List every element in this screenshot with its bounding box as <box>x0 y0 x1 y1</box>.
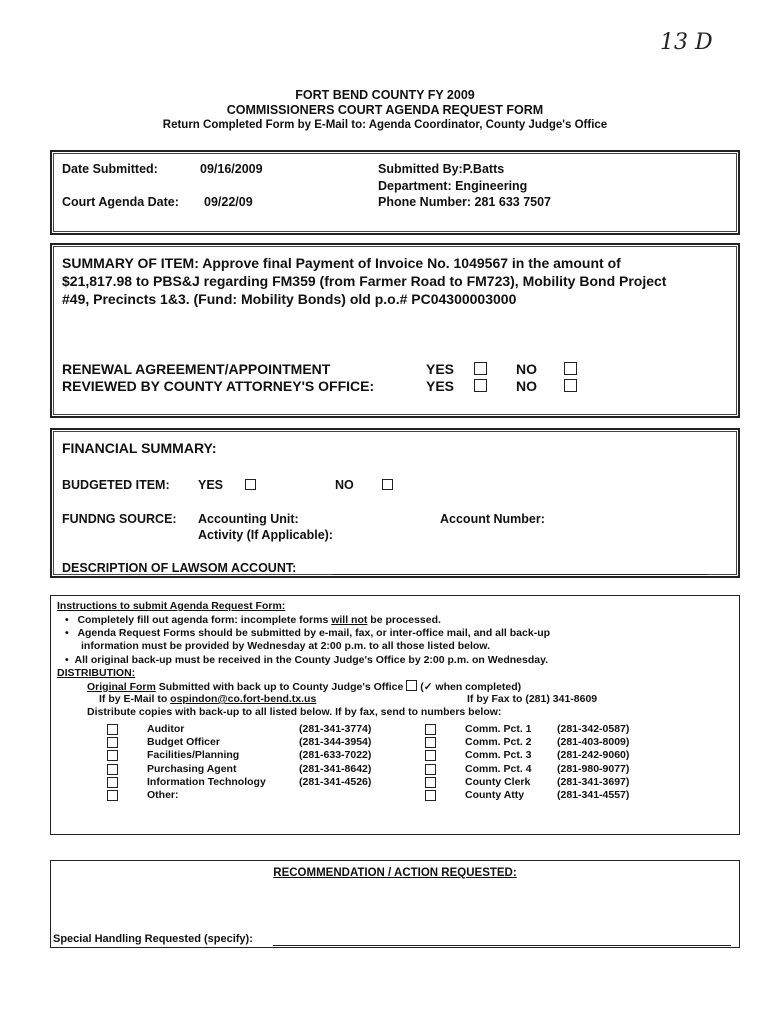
instruction-bullet-2: • Agenda Request Forms should be submitted by e-mail, fax, or inter-office mail, and all back-up <box>65 627 551 639</box>
submitted-by[interactable]: Submitted By:P.Batts <box>378 162 505 176</box>
date-submitted-label: Date Submitted: <box>62 162 158 176</box>
phone-number[interactable]: Phone Number: 281 633 7507 <box>378 195 551 209</box>
distribution-phone: (281-341-3774) <box>299 723 372 735</box>
renewal-no-label: NO <box>516 361 537 377</box>
budgeted-no-checkbox[interactable] <box>382 479 393 490</box>
instruction-bullet-1: • Completely fill out agenda form: incomplete forms will not be processed. <box>65 614 441 626</box>
fax-line: If by Fax to (281) 341-8609 <box>467 693 598 705</box>
renewal-no-checkbox[interactable] <box>564 362 577 375</box>
summary-line-1: SUMMARY OF ITEM: Approve final Payment of Invoice No. 1049567 in the amount of <box>62 255 621 271</box>
distribution-checkbox[interactable] <box>107 764 118 775</box>
distribution-checkbox[interactable] <box>107 737 118 748</box>
summary-box <box>50 243 740 418</box>
distribution-checkbox[interactable] <box>425 750 436 761</box>
special-handling-input-line[interactable] <box>273 933 731 946</box>
distribution-recipient: Purchasing Agent <box>147 762 237 775</box>
distribution-phone: (281-633-7022) <box>299 749 372 762</box>
handwritten-annotation: 13 D <box>660 30 713 55</box>
lawsom-label: DESCRIPTION OF LAWSOM ACCOUNT: <box>62 561 297 575</box>
distribution-recipient: Auditor <box>147 723 185 735</box>
distribution-checkbox[interactable] <box>107 790 118 801</box>
lawsom-input-line[interactable] <box>332 561 708 575</box>
email-link[interactable]: ospindon@co.fort-bend.tx.us <box>170 693 317 705</box>
reviewed-yes-checkbox[interactable] <box>474 379 487 392</box>
reviewed-no-label: NO <box>516 378 537 394</box>
email-line: If by E-Mail to ospindon@co.fort-bend.tx.us <box>99 693 317 705</box>
distribution-phone: (281-341-8642) <box>299 762 372 775</box>
reviewed-yes-label: YES <box>426 378 455 394</box>
header-county-fy: FORT BEND COUNTY FY 2009 <box>295 88 475 102</box>
distribution-phone: (281-341-4557) <box>557 789 630 801</box>
renewal-yes-label: YES <box>426 361 455 377</box>
distribution-checkbox[interactable] <box>107 750 118 761</box>
reviewed-label: REVIEWED BY COUNTY ATTORNEY'S OFFICE: <box>62 378 375 394</box>
distribution-phone: (281-341-3697) <box>557 775 630 788</box>
distribution-recipient: Other: <box>147 789 179 801</box>
court-date-label: Court Agenda Date: <box>62 195 179 209</box>
distribution-title: DISTRIBUTION: <box>57 667 136 679</box>
distribution-phone: (281-341-4526) <box>299 775 372 788</box>
distribution-recipient: Comm. Pct. 3 <box>465 749 532 762</box>
instructions-box <box>50 595 740 835</box>
instruction-bullet-2-cont: information must be provided by Wednesday at 2:00 p.m. to all those listed below. <box>81 640 490 652</box>
distribution-phone: (281-344-3954) <box>299 736 372 749</box>
budgeted-yes-label: YES <box>198 478 224 492</box>
budgeted-label: BUDGETED ITEM: <box>62 478 170 492</box>
accounting-unit-label: Accounting Unit: <box>198 512 299 526</box>
distribution-recipient: Comm. Pct. 4 <box>465 762 532 775</box>
distribution-phone: (281-980-9077) <box>557 762 630 775</box>
activity-label: Activity (If Applicable): <box>198 528 333 542</box>
account-number-label: Account Number: <box>440 512 545 526</box>
renewal-yes-checkbox[interactable] <box>474 362 487 375</box>
recommendation-title: RECOMMENDATION / ACTION REQUESTED: <box>273 867 517 879</box>
reviewed-no-checkbox[interactable] <box>564 379 577 392</box>
original-form-line: Original Form Submitted with back up to County Judge's Office (✓ when completed) <box>87 681 522 693</box>
header-form-title: COMMISSIONERS COURT AGENDA REQUEST FORM <box>226 103 544 117</box>
budgeted-yes-checkbox[interactable] <box>245 479 256 490</box>
summary-line-3: #49, Precincts 1&3. (Fund: Mobility Bonds) old p.o.# PC04300003000 <box>62 291 517 307</box>
distribution-checkbox[interactable] <box>425 777 436 788</box>
original-form-checkbox[interactable] <box>406 680 417 691</box>
instructions-title: Instructions to submit Agenda Request Form: <box>57 600 286 612</box>
distribution-phone: (281-403-8009) <box>557 736 630 749</box>
distribution-recipient: Information Technology <box>147 775 266 788</box>
submission-box <box>50 150 740 235</box>
instruction-bullet-3: • All original back-up must be received in the County Judge's Office by 2:00 p.m. on Wednesday. <box>65 654 549 666</box>
distribute-line: Distribute copies with back-up to all listed below. If by fax, send to numbers below: <box>87 706 502 718</box>
recommendation-box <box>50 860 740 948</box>
distribution-phone: (281-342-0587) <box>557 723 630 735</box>
distribution-recipient: County Clerk <box>465 775 531 788</box>
distribution-checkbox[interactable] <box>107 724 118 735</box>
distribution-phone: (281-242-9060) <box>557 749 630 762</box>
distribution-recipient: Comm. Pct. 2 <box>465 736 532 749</box>
distribution-recipient: Facilities/Planning <box>147 749 240 762</box>
summary-line-2: $21,817.98 to PBS&J regarding FM359 (from Farmer Road to FM723), Mobility Bond Project <box>62 273 667 289</box>
distribution-checkbox[interactable] <box>425 737 436 748</box>
funding-label: FUNDNG SOURCE: <box>62 512 177 526</box>
financial-title: FINANCIAL SUMMARY: <box>62 440 217 456</box>
date-submitted-value[interactable]: 09/16/2009 <box>200 162 263 176</box>
department[interactable]: Department: Engineering <box>378 179 528 193</box>
special-handling-label: Special Handling Requested (specify): <box>53 933 253 945</box>
distribution-checkbox[interactable] <box>107 777 118 788</box>
budgeted-no-label: NO <box>335 478 354 492</box>
distribution-checkbox[interactable] <box>425 790 436 801</box>
distribution-checkbox[interactable] <box>425 764 436 775</box>
distribution-recipient: County Atty <box>465 789 525 801</box>
renewal-label: RENEWAL AGREEMENT/APPOINTMENT <box>62 361 331 377</box>
court-date-value[interactable]: 09/22/09 <box>204 195 253 209</box>
distribution-recipient: Comm. Pct. 1 <box>465 723 532 735</box>
header-return-instructions: Return Completed Form by E-Mail to: Agenda Coordinator, County Judge's Office <box>162 119 608 131</box>
distribution-recipient: Budget Officer <box>147 736 220 749</box>
financial-box <box>50 428 740 578</box>
distribution-checkbox[interactable] <box>425 724 436 735</box>
